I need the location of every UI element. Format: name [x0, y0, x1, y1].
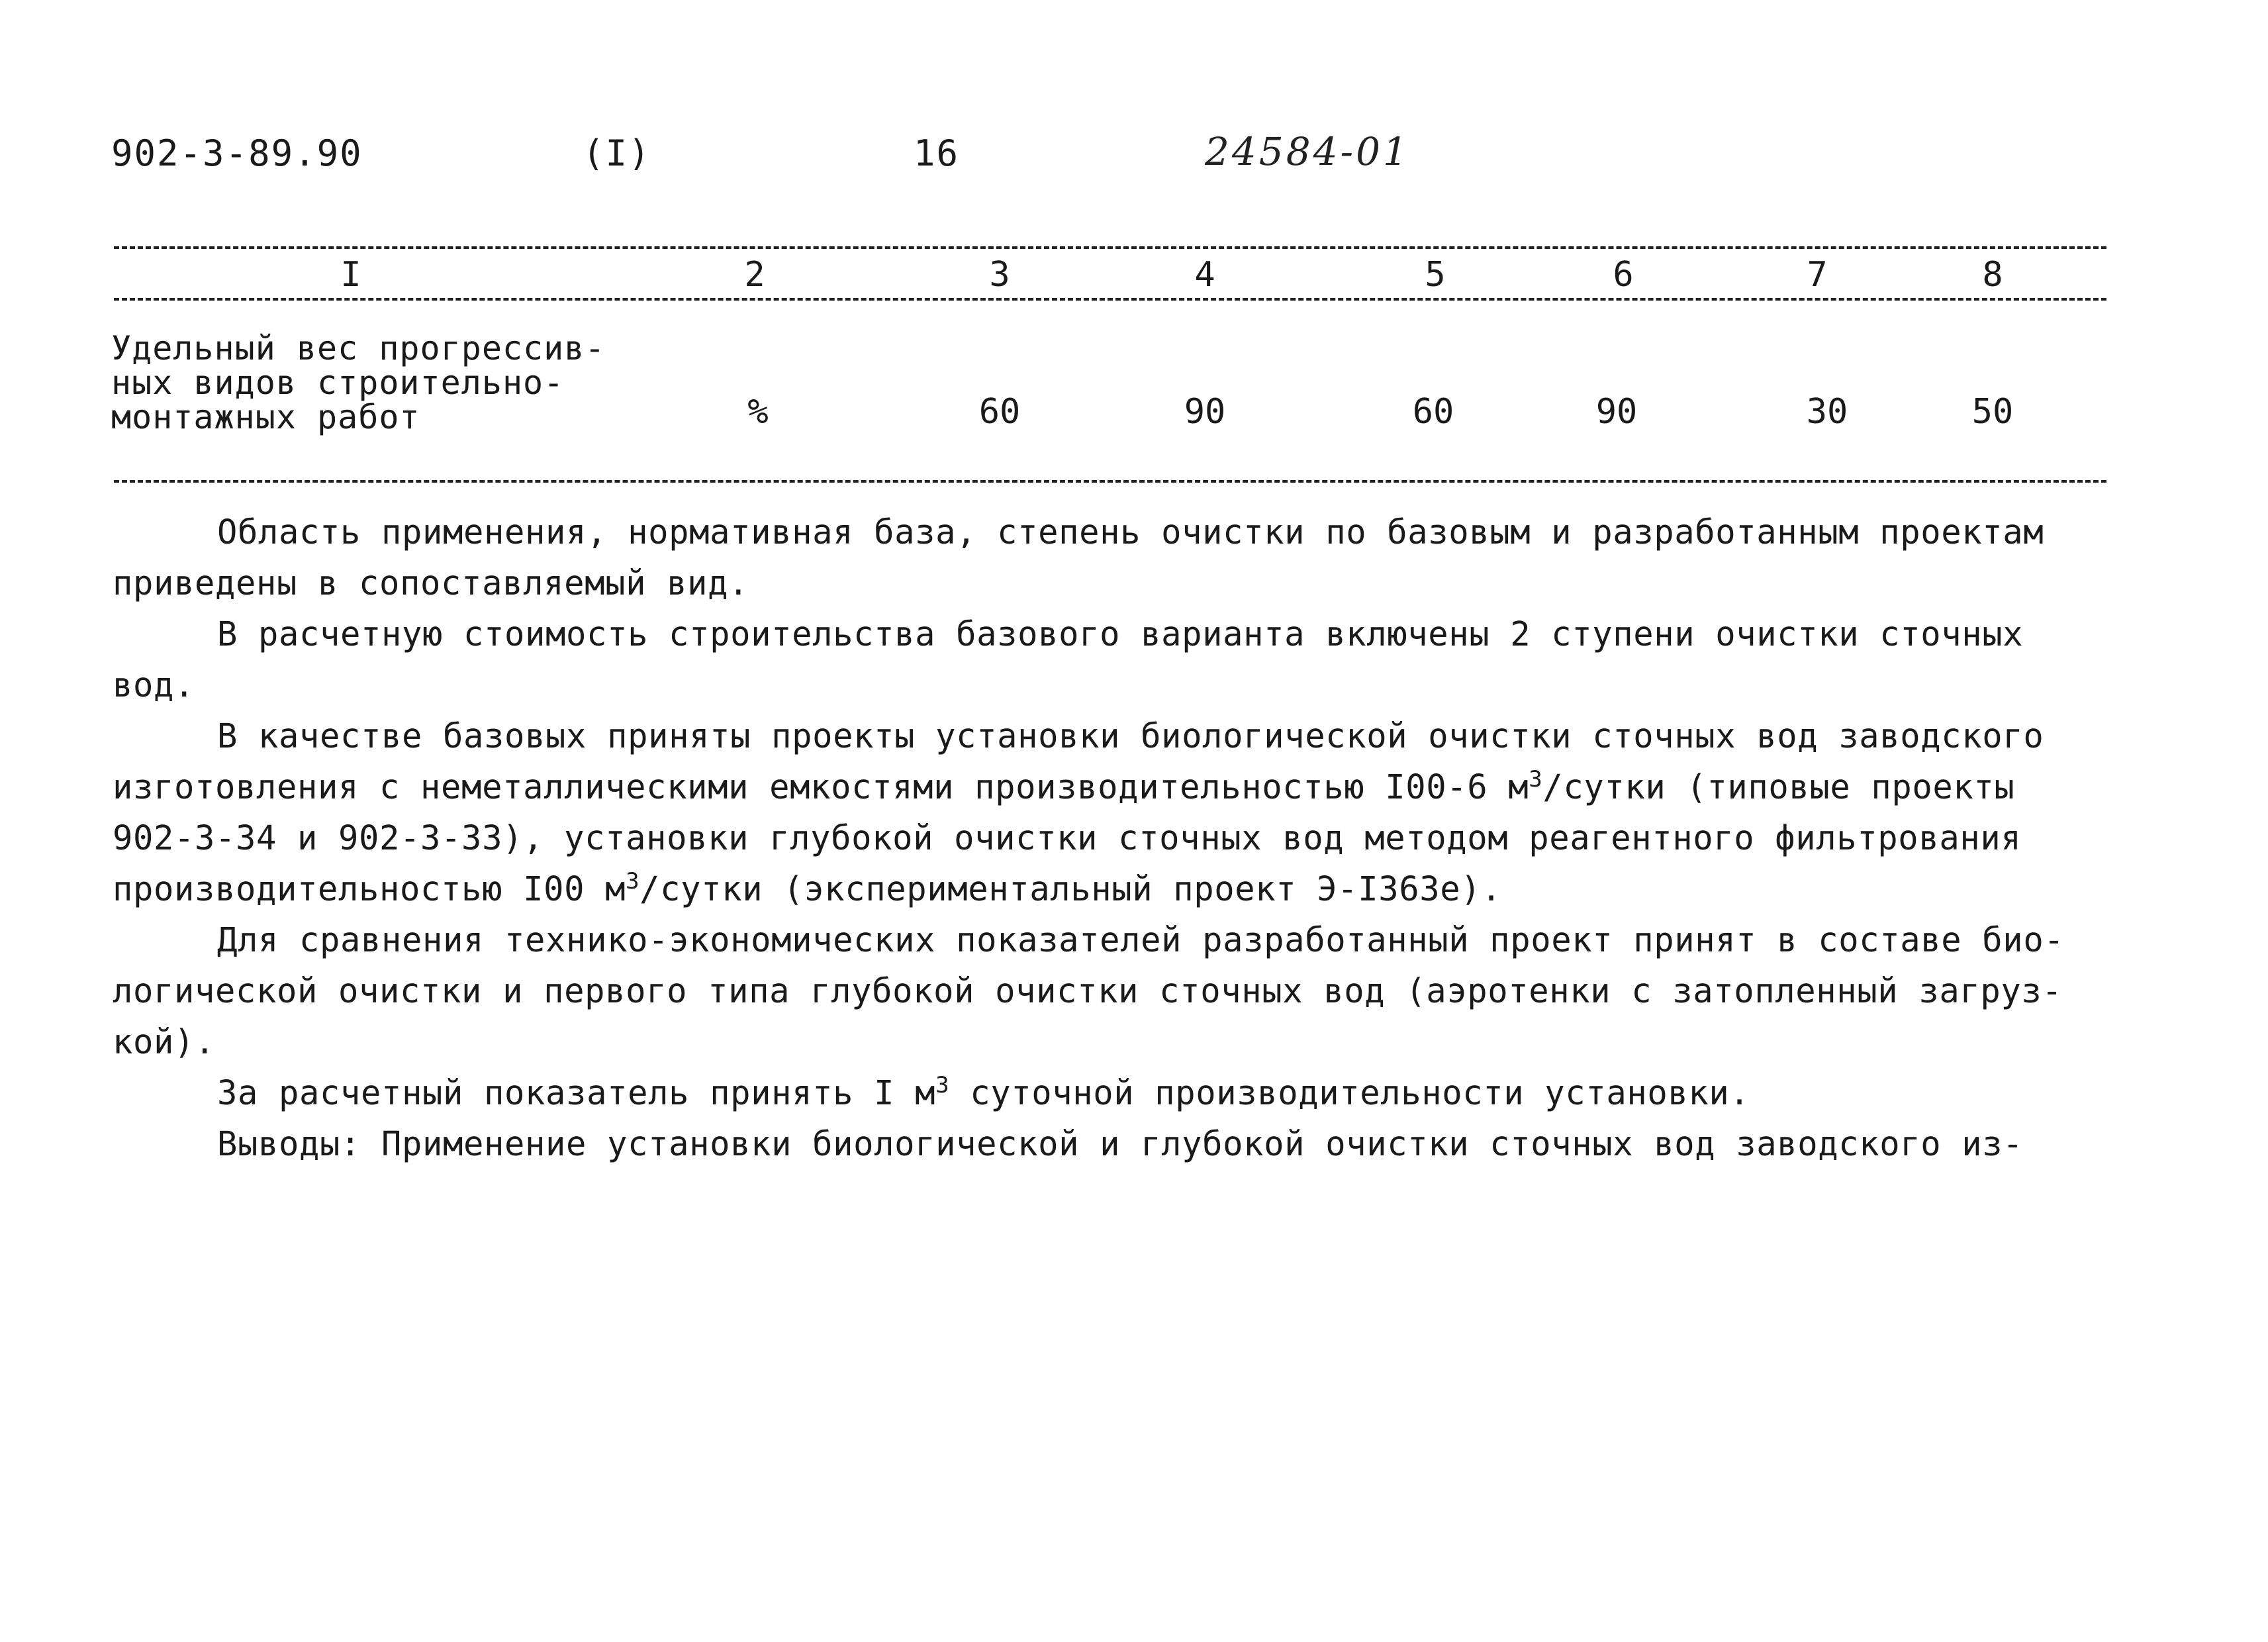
- column-number-5: 5: [1421, 255, 1449, 295]
- column-number-4: 4: [1190, 255, 1219, 295]
- value-col-7: 30: [1806, 392, 1848, 432]
- row-label-line: Удельный вес прогрессив-: [111, 329, 606, 367]
- text-line: Область применения, нормативная база, степень очистки по базовым и разработанным проектам: [217, 512, 2044, 552]
- project-code: 902-3-89.90: [111, 132, 363, 174]
- text-line: В расчетную стоимость строительства базового варианта включены 2 ступени очистки сточных: [217, 614, 2024, 653]
- column-number-2: 2: [740, 255, 769, 295]
- text-fragment: суточной производительности установки.: [949, 1073, 1750, 1112]
- text-line: вод.: [113, 665, 195, 704]
- column-number-1: I: [336, 255, 365, 295]
- paragraph-base-projects: [113, 710, 2118, 914]
- column-number-6: 6: [1609, 255, 1637, 295]
- text-line: кой).: [113, 1022, 216, 1061]
- value-col-8: 50: [1971, 392, 2014, 432]
- paragraph-cost: [113, 608, 2118, 710]
- value-col-6: 90: [1595, 392, 1638, 432]
- text-line: [113, 1067, 2118, 1118]
- text-line: В качестве базовых приняты проекты установки биологической очистки сточных вод заводского: [217, 716, 2044, 755]
- paragraph-comparison: [113, 914, 2118, 1067]
- column-number-8: 8: [1978, 255, 2007, 295]
- text-line: [113, 761, 2118, 812]
- paragraph-scope: [113, 507, 2118, 608]
- superscript: 3: [935, 1072, 950, 1099]
- page-number: 16: [914, 132, 960, 174]
- paragraph-conclusions: [113, 1118, 2118, 1169]
- column-number-3: 3: [985, 255, 1014, 295]
- table-header-rule: [114, 298, 2106, 301]
- text-fragment: /сутки (типовые проекты: [1542, 767, 2015, 806]
- text-line: логической очистки и первого типа глубокой очистки сточных вод (аэротенки с затопленный загруз-: [113, 971, 2063, 1010]
- superscript: 3: [1529, 766, 1543, 793]
- part-number: (I): [583, 132, 651, 174]
- inventory-number-handwritten: 24584-01: [1205, 129, 1410, 174]
- text-line: [113, 863, 2118, 914]
- text-fragment: изготовления с неметаллическими емкостями производительностью I00-6 м: [113, 767, 1529, 806]
- column-number-7: 7: [1803, 255, 1831, 295]
- row-label-line: ных видов строительно-: [111, 363, 565, 402]
- row-unit: %: [747, 392, 769, 432]
- text-fragment: /сутки (экспериментальный проект Э-I363е).: [639, 869, 1502, 908]
- text-line: Выводы: Применение установки биологической и глубокой очистки сточных вод заводского из-: [217, 1124, 2024, 1163]
- table-bottom-rule: [114, 480, 2106, 483]
- text-line: Для сравнения технико-экономических показателей разработанный проект принят в составе био-: [217, 920, 2065, 959]
- value-col-3: 60: [978, 392, 1021, 432]
- text-fragment: За расчетный показатель принять I м: [217, 1073, 936, 1112]
- body-text: [113, 507, 2118, 1169]
- text-line: приведены в сопоставляемый вид.: [113, 563, 749, 603]
- row-label: [111, 331, 605, 434]
- paragraph-indicator: [113, 1067, 2118, 1118]
- value-col-4: 90: [1184, 392, 1226, 432]
- table-top-rule: [114, 246, 2106, 249]
- text-line: 902-3-34 и 902-3-33), установки глубокой очистки сточных вод методом реагентного фильтрования: [113, 818, 2022, 857]
- row-label-line: монтажных работ: [111, 398, 420, 436]
- value-col-5: 60: [1412, 392, 1454, 432]
- text-fragment: производительностью I00 м: [113, 869, 626, 908]
- superscript: 3: [626, 868, 640, 895]
